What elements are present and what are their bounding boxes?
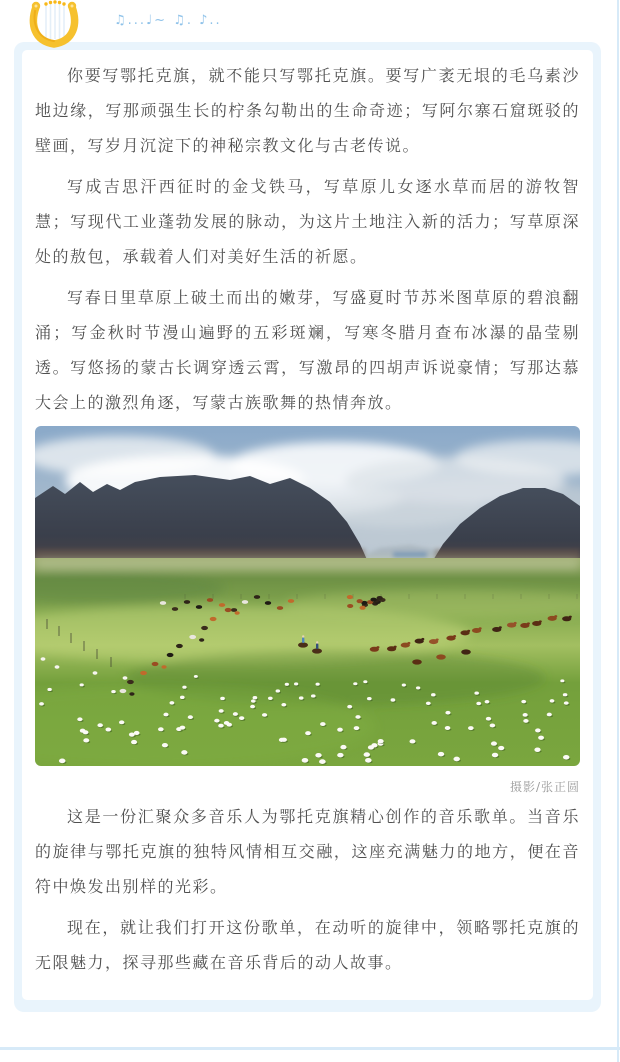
page-header <box>0 0 620 42</box>
photo-credit: 摄影/张正圆 <box>509 780 580 794</box>
content-frame <box>14 42 601 1012</box>
page-right-edge-line <box>617 0 619 1062</box>
page-bottom-edge-line <box>0 1047 620 1050</box>
paragraph-2: 写成吉思汗西征时的金戈铁马，写草原儿女逐水草而居的游牧智慧；写现代工业蓬勃发展的脉动，为这片土地注入新的活力；写草原深处的敖包，承载着人们对美好生活的祈愿。 <box>35 177 580 266</box>
content-card <box>22 50 593 1000</box>
paragraph-5: 现在，就让我们打开这份歌单，在动听的旋律中，领略鄂托克旗的无限魅力，探寻那些藏在音乐背后的动人故事。 <box>35 918 580 972</box>
lyre-icon <box>27 0 81 50</box>
paragraph-1: 你要写鄂托克旗，就不能只写鄂托克旗。要写广袤无垠的毛乌素沙地边缘，写那顽强生长的柠条勾勒出的生命奇迹；写阿尔寨石窟斑驳的壁画，写岁月沉淀下的神秘宗教文化与古老传说。 <box>35 66 580 155</box>
music-notes-text: ♫...♩~ ♫. ♪.. <box>114 13 222 28</box>
paragraph-4: 这是一份汇聚众多音乐人为鄂托克旗精心创作的音乐歌单。当音乐的旋律与鄂托克旗的独特风情相互交融，这座充满魅力的地方，便在音符中焕发出别样的光彩。 <box>35 807 580 896</box>
grassland-photo[interactable] <box>35 426 580 766</box>
paragraph-3: 写春日里草原上破土而出的嫩芽，写盛夏时节苏米图草原的碧浪翻涌；写金秋时节漫山遍野的五彩斑斓，写寒冬腊月查布冰瀑的晶莹剔透。写悠扬的蒙古长调穿透云霄，写激昂的四胡声诉说豪情；写那达慕大会上的激烈角逐，写蒙古族歌舞的热情奔放。 <box>35 288 580 412</box>
grassland-photo-svg <box>35 426 580 766</box>
